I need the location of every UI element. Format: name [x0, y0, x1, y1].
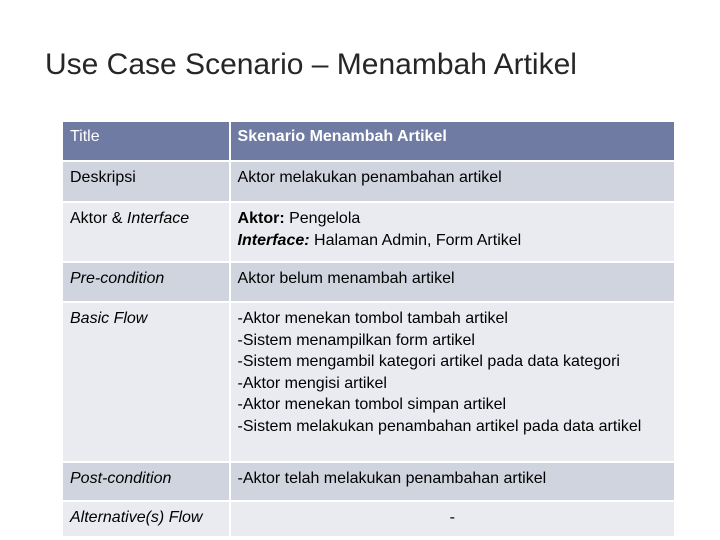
- interface-value: Halaman Admin, Form Artikel: [309, 231, 522, 249]
- basic-flow-step: -Aktor mengisi artikel: [237, 374, 387, 392]
- table-row-deskripsi: [63, 161, 675, 202]
- page-title: Use Case Scenario – Menambah Artikel: [45, 48, 577, 81]
- aktor-key-cell: [63, 202, 230, 262]
- basic-flow-step: -Aktor menekan tombol tambah artikel: [237, 310, 508, 327]
- table-row-precondition: [63, 262, 675, 302]
- aktor-key-part2: Interface: [126, 210, 190, 227]
- deskripsi-key-cell: Deskripsi: [63, 161, 230, 202]
- basic-flow-step: -Aktor menekan tombol simpan artikel: [237, 396, 507, 413]
- aktor-line: [238, 208, 667, 230]
- precondition-value-cell: Aktor belum menambah artikel: [230, 262, 675, 302]
- aktor-value-cell: [230, 202, 675, 262]
- interface-line: [238, 230, 667, 252]
- basic-flow-step: -Sistem menampilkan form artikel: [237, 331, 475, 349]
- postcondition-value-cell: -Aktor telah melakukan penambahan artikel: [230, 462, 675, 501]
- table-header-row: [63, 122, 675, 161]
- aktor-value: Pengelola: [284, 210, 361, 227]
- basic-flow-step: -Sistem melakukan penambahan artikel pada data artikel: [237, 417, 642, 435]
- alternative-flow-key-cell: Alternative(s) Flow: [63, 501, 230, 537]
- basic-flow-step: -Sistem mengambil kategori artikel pada data kategori: [237, 353, 620, 370]
- header-key-cell: Title: [63, 122, 230, 161]
- table-row-basic-flow: [63, 302, 675, 462]
- table-row-alternative-flow: [63, 501, 675, 537]
- aktor-key-part1: Aktor &: [70, 210, 127, 227]
- interface-label: Interface:: [237, 231, 310, 249]
- alternative-flow-value-cell: -: [230, 501, 675, 537]
- header-value-cell: Skenario Menambah Artikel: [230, 122, 675, 161]
- basic-flow-value-cell: [230, 302, 675, 462]
- precondition-key-cell: Pre-condition: [63, 262, 230, 302]
- basic-flow-key-cell: Basic Flow: [63, 302, 230, 462]
- deskripsi-value-cell: Aktor melakukan penambahan artikel: [230, 161, 675, 202]
- aktor-label: Aktor:: [237, 210, 285, 227]
- table-row-aktor: [63, 202, 675, 262]
- postcondition-key-cell: Post-condition: [63, 462, 230, 501]
- table-row-postcondition: [63, 462, 675, 501]
- scenario-table: [63, 122, 676, 538]
